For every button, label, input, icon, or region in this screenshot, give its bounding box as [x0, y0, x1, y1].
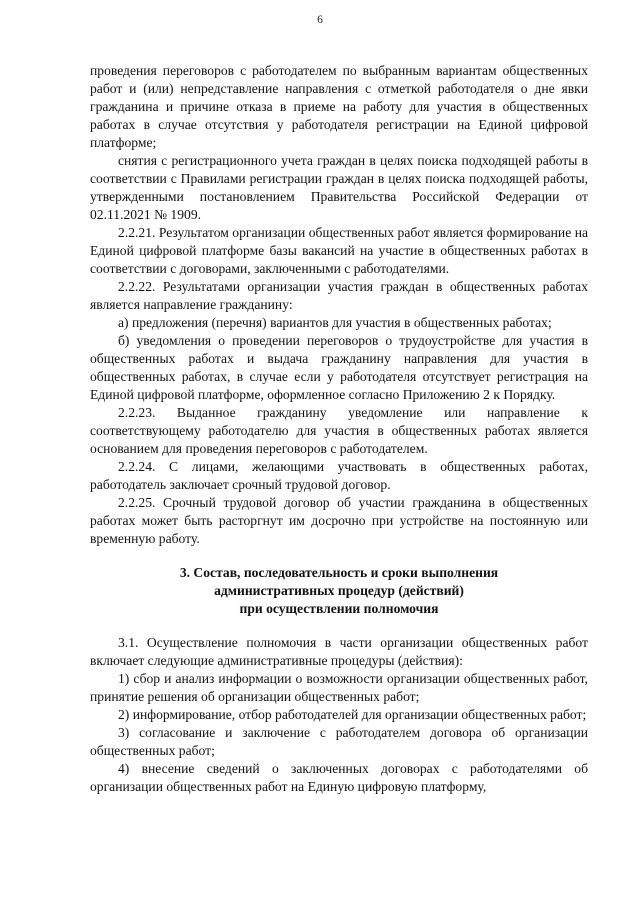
paragraph: 2.2.21. Результатом организации общественных работ является формирование на Единой цифровой платформе базы вакансий на участие в общественных работах в соответствии с договорами, заключенными с работодателями.: [90, 225, 588, 276]
paragraphs-top: [90, 62, 588, 548]
paragraph: 4) внесение сведений о заключенных договорах с работодателями об организации общественных работ на Единую цифровую платформу,: [90, 761, 588, 794]
section-heading-line: 3. Состав, последовательность и сроки выполнения: [179, 565, 499, 580]
paragraphs-bottom: [90, 634, 588, 796]
paragraph: 1) сбор и анализ информации о возможности организации общественных работ, принятие решения об организации общественных работ;: [90, 671, 588, 704]
paragraph: проведения переговоров с работодателем по выбранным вариантам общественных работ и (или) непредставление направления с отметкой работодателя о дне явки гражданина и причине отказа в приеме на работу для участия в общественных работах в случае отсутствия у работодателя регистрации на Единой цифровой платформе;: [90, 63, 588, 150]
section-heading: [90, 564, 588, 618]
paragraph: б) уведомления о проведении переговоров о трудоустройстве для участия в общественных работах и выдача гражданину направления для участия в общественных работах, в случае если у работодателя отсутствует регистрация на Единой цифровой платформе, оформленное согласно Приложению 2 к Порядку.: [90, 333, 588, 402]
paragraph: 2.2.23. Выданное гражданину уведомление или направление к соответствующему работодателю для участия в общественных работах является основанием для проведения переговоров с работодателем.: [90, 405, 588, 456]
section-heading-line: при осуществлении полномочия: [239, 601, 439, 616]
paragraph: 3.1. Осуществление полномочия в части организации общественных работ включает следующие административные процедуры (действия):: [90, 635, 588, 668]
paragraph: 2.2.22. Результатами организации участия граждан в общественных работах является направление гражданину:: [90, 279, 588, 312]
paragraph: 2.2.25. Срочный трудовой договор об участии гражданина в общественных работах может быть расторгнут им досрочно при устройстве на постоянную или временную работу.: [90, 495, 588, 546]
page-number: 6: [317, 14, 323, 26]
paragraph: а) предложения (перечня) вариантов для участия в общественных работах;: [118, 315, 552, 330]
paragraph: 2.2.24. С лицами, желающими участвовать в общественных работах, работодатель заключает срочный трудовой договор.: [90, 459, 588, 492]
section-heading-line: административных процедур (действий): [214, 583, 464, 598]
paragraph: 2) информирование, отбор работодателей для организации общественных работ;: [118, 707, 587, 722]
paragraph: снятия с регистрационного учета граждан в целях поиска подходящей работы в соответствии с Правилами регистрации граждан в целях поиска подходящей работы, утвержденными постановлением Правительства Российской Федерации от 02.11.2021 № 1909.: [90, 153, 588, 222]
document-body: [90, 62, 588, 796]
paragraph: 3) согласование и заключение с работодателем договора об организации общественных работ;: [90, 725, 588, 758]
